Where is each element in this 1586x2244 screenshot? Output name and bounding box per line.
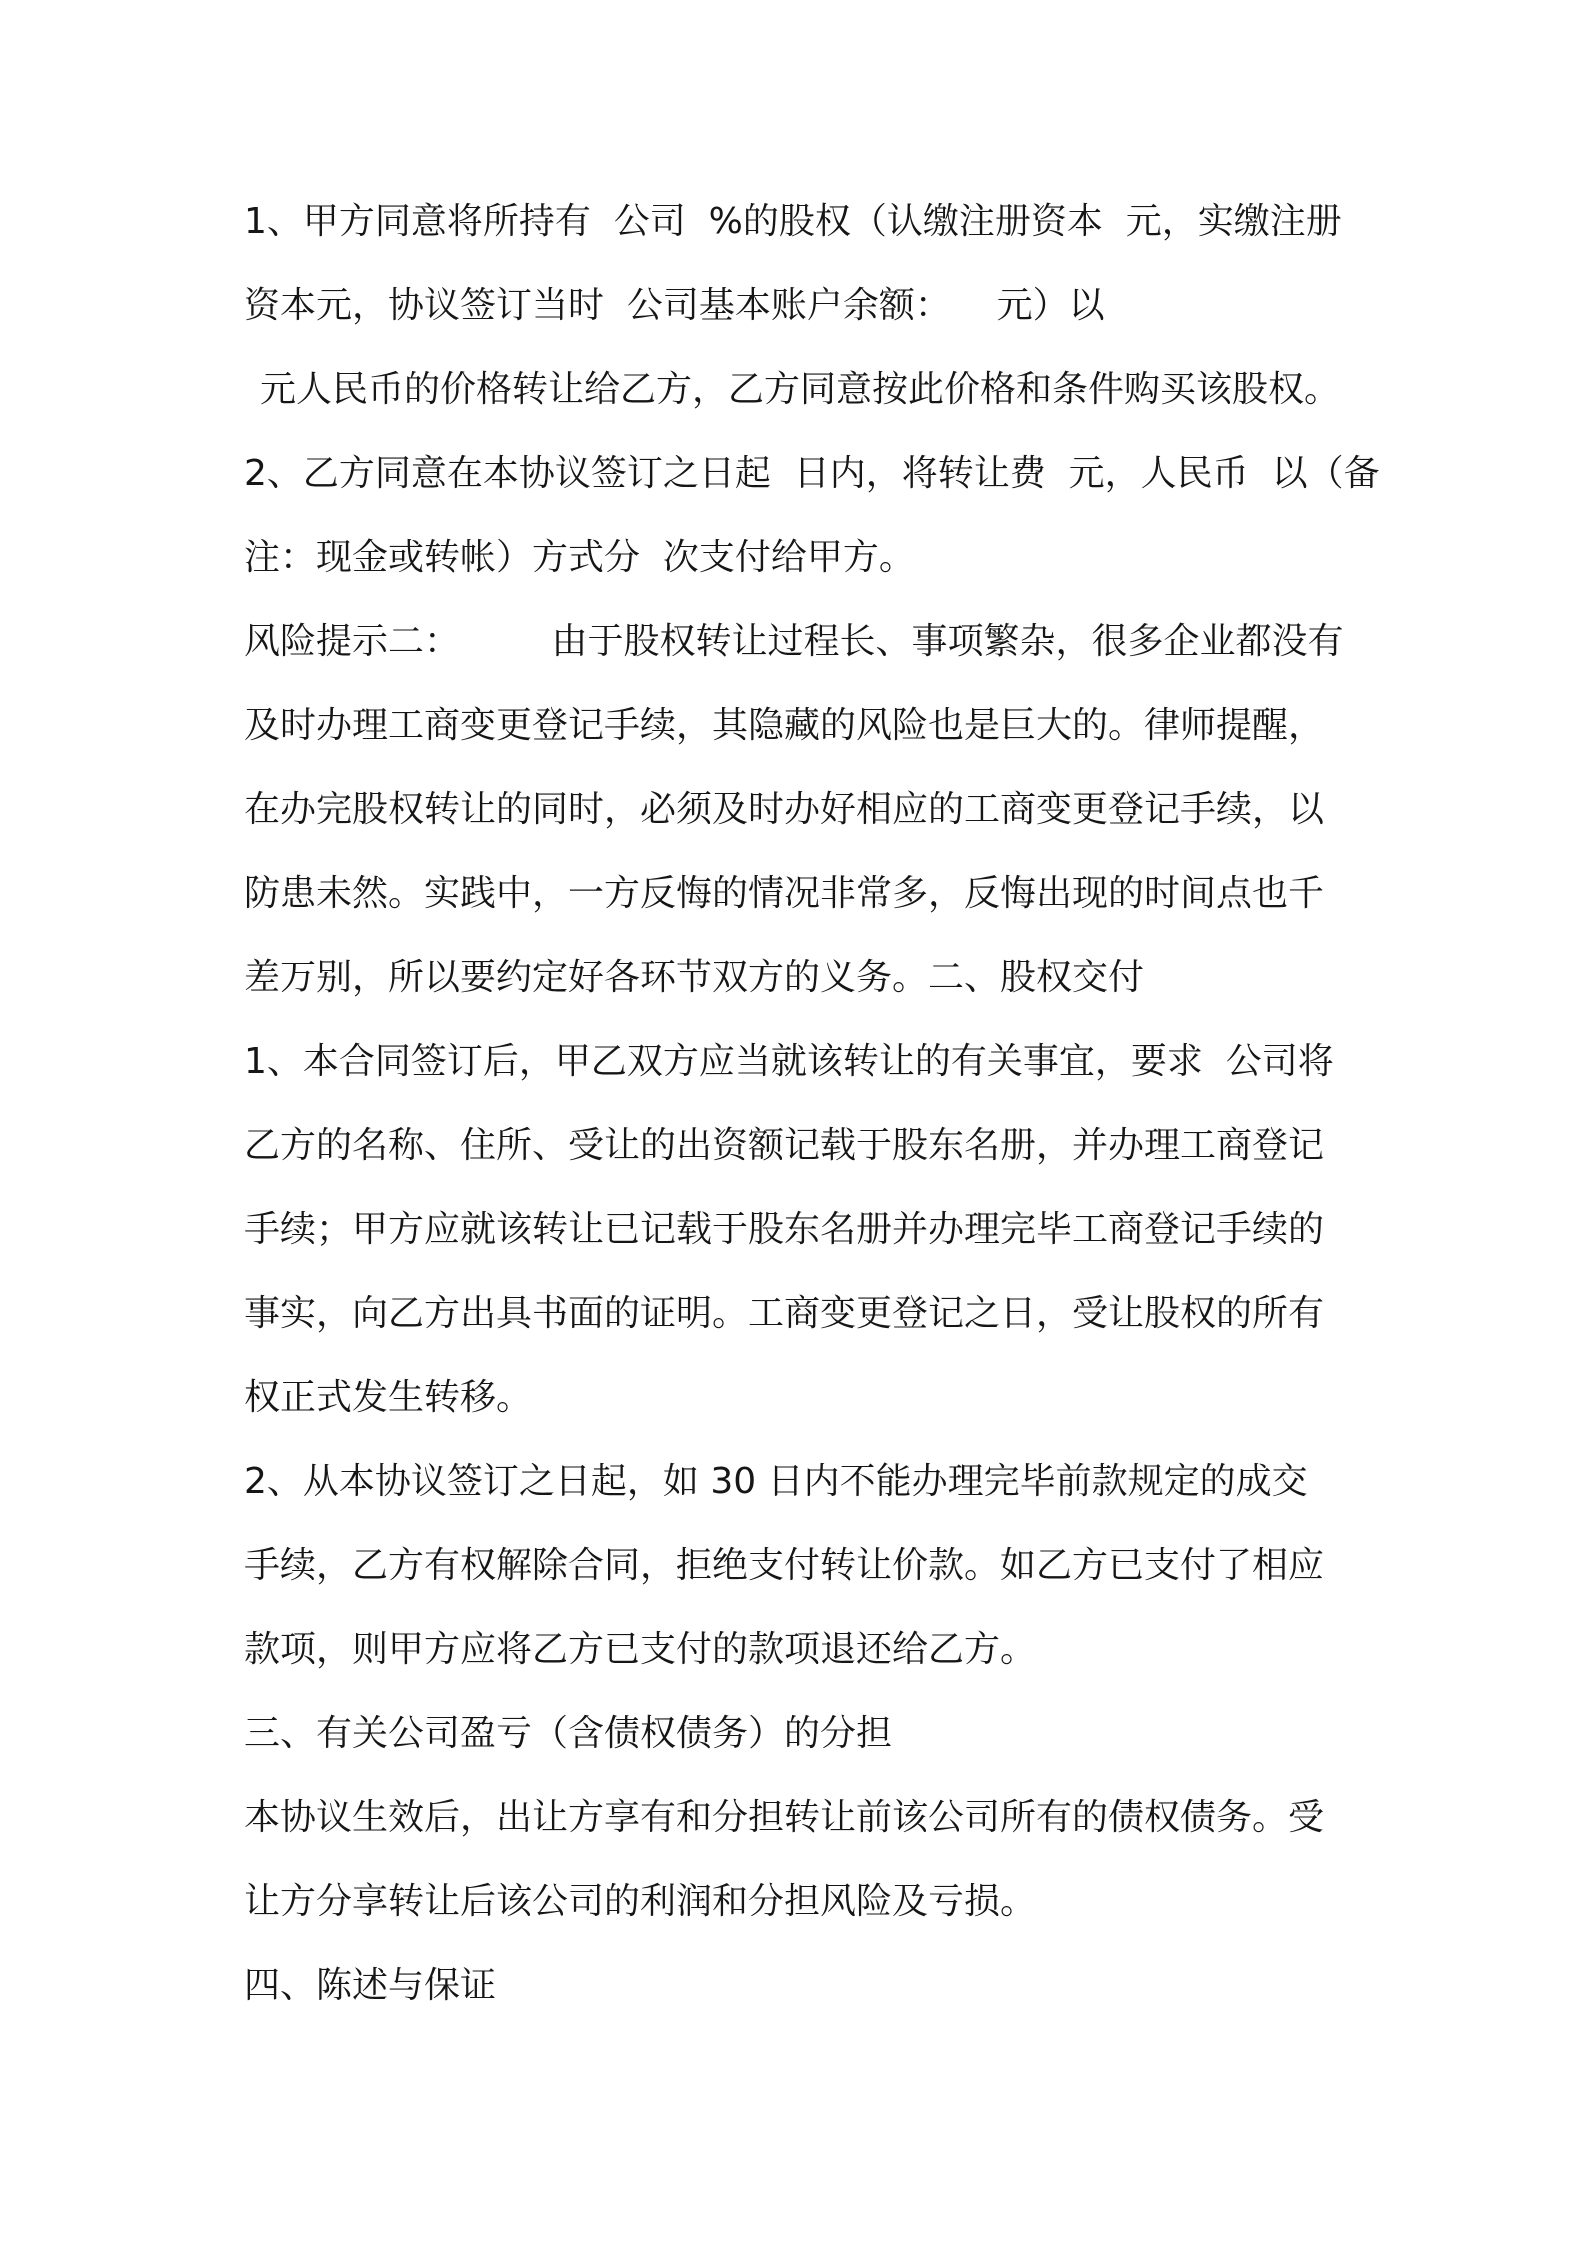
text-line: 差万别，所以要约定好各环节双方的义务。二、股权交付 xyxy=(244,957,1145,998)
text-line: 1、本合同签订后，甲乙双方应当就该转让的有关事宜，要求 公司将 xyxy=(244,1041,1334,1082)
text-line: 在办完股权转让的同时，必须及时办好相应的工商变更登记手续，以 xyxy=(244,789,1325,830)
text-line: 乙方的名称、住所、受让的出资额记载于股东名册，并办理工商登记 xyxy=(244,1125,1325,1166)
text-line: 防患未然。实践中，一方反悔的情况非常多，反悔出现的时间点也千 xyxy=(244,873,1325,914)
text-line: 注：现金或转帐）方式分 次支付给甲方。 xyxy=(244,537,915,578)
text-line: 2、从本协议签订之日起，如 30 日内不能办理完毕前款规定的成交 xyxy=(244,1461,1308,1502)
text-line: 款项，则甲方应将乙方已支付的款项退还给乙方。 xyxy=(244,1629,1037,1670)
text-line: 让方分享转让后该公司的利润和分担风险及亏损。 xyxy=(244,1881,1037,1922)
text-line: 事实，向乙方出具书面的证明。工商变更登记之日，受让股权的所有 xyxy=(244,1293,1325,1334)
text-line: 权正式发生转移。 xyxy=(244,1377,533,1418)
section-heading-3: 三、有关公司盈亏（含债权债务）的分担 xyxy=(244,1713,893,1754)
text-line: 1、甲方同意将所持有 公司 %的股权（认缴注册资本 元，实缴注册 xyxy=(244,201,1342,242)
risk-tip-heading-line: 风险提示二： 由于股权转让过程长、事项繁杂，很多企业都没有 xyxy=(244,621,1344,662)
text-line: 元人民币的价格转让给乙方，乙方同意按此价格和条件购买该股权。 xyxy=(260,369,1341,410)
text-line: 手续，乙方有权解除合同，拒绝支付转让价款。如乙方已支付了相应 xyxy=(244,1545,1325,1586)
text-line: 2、乙方同意在本协议签订之日起 日内，将转让费 元，人民币 以（备 xyxy=(244,453,1380,494)
text-line: 及时办理工商变更登记手续，其隐藏的风险也是巨大的。律师提醒， xyxy=(244,705,1325,746)
text-line: 资本元，协议签订当时 公司基本账户余额： 元）以 xyxy=(244,285,1105,326)
section-heading-4: 四、陈述与保证 xyxy=(244,1965,497,2006)
text-line: 本协议生效后，出让方享有和分担转让前该公司所有的债权债务。受 xyxy=(244,1797,1325,1838)
text-line: 手续；甲方应就该转让已记载于股东名册并办理完毕工商登记手续的 xyxy=(244,1209,1325,1250)
